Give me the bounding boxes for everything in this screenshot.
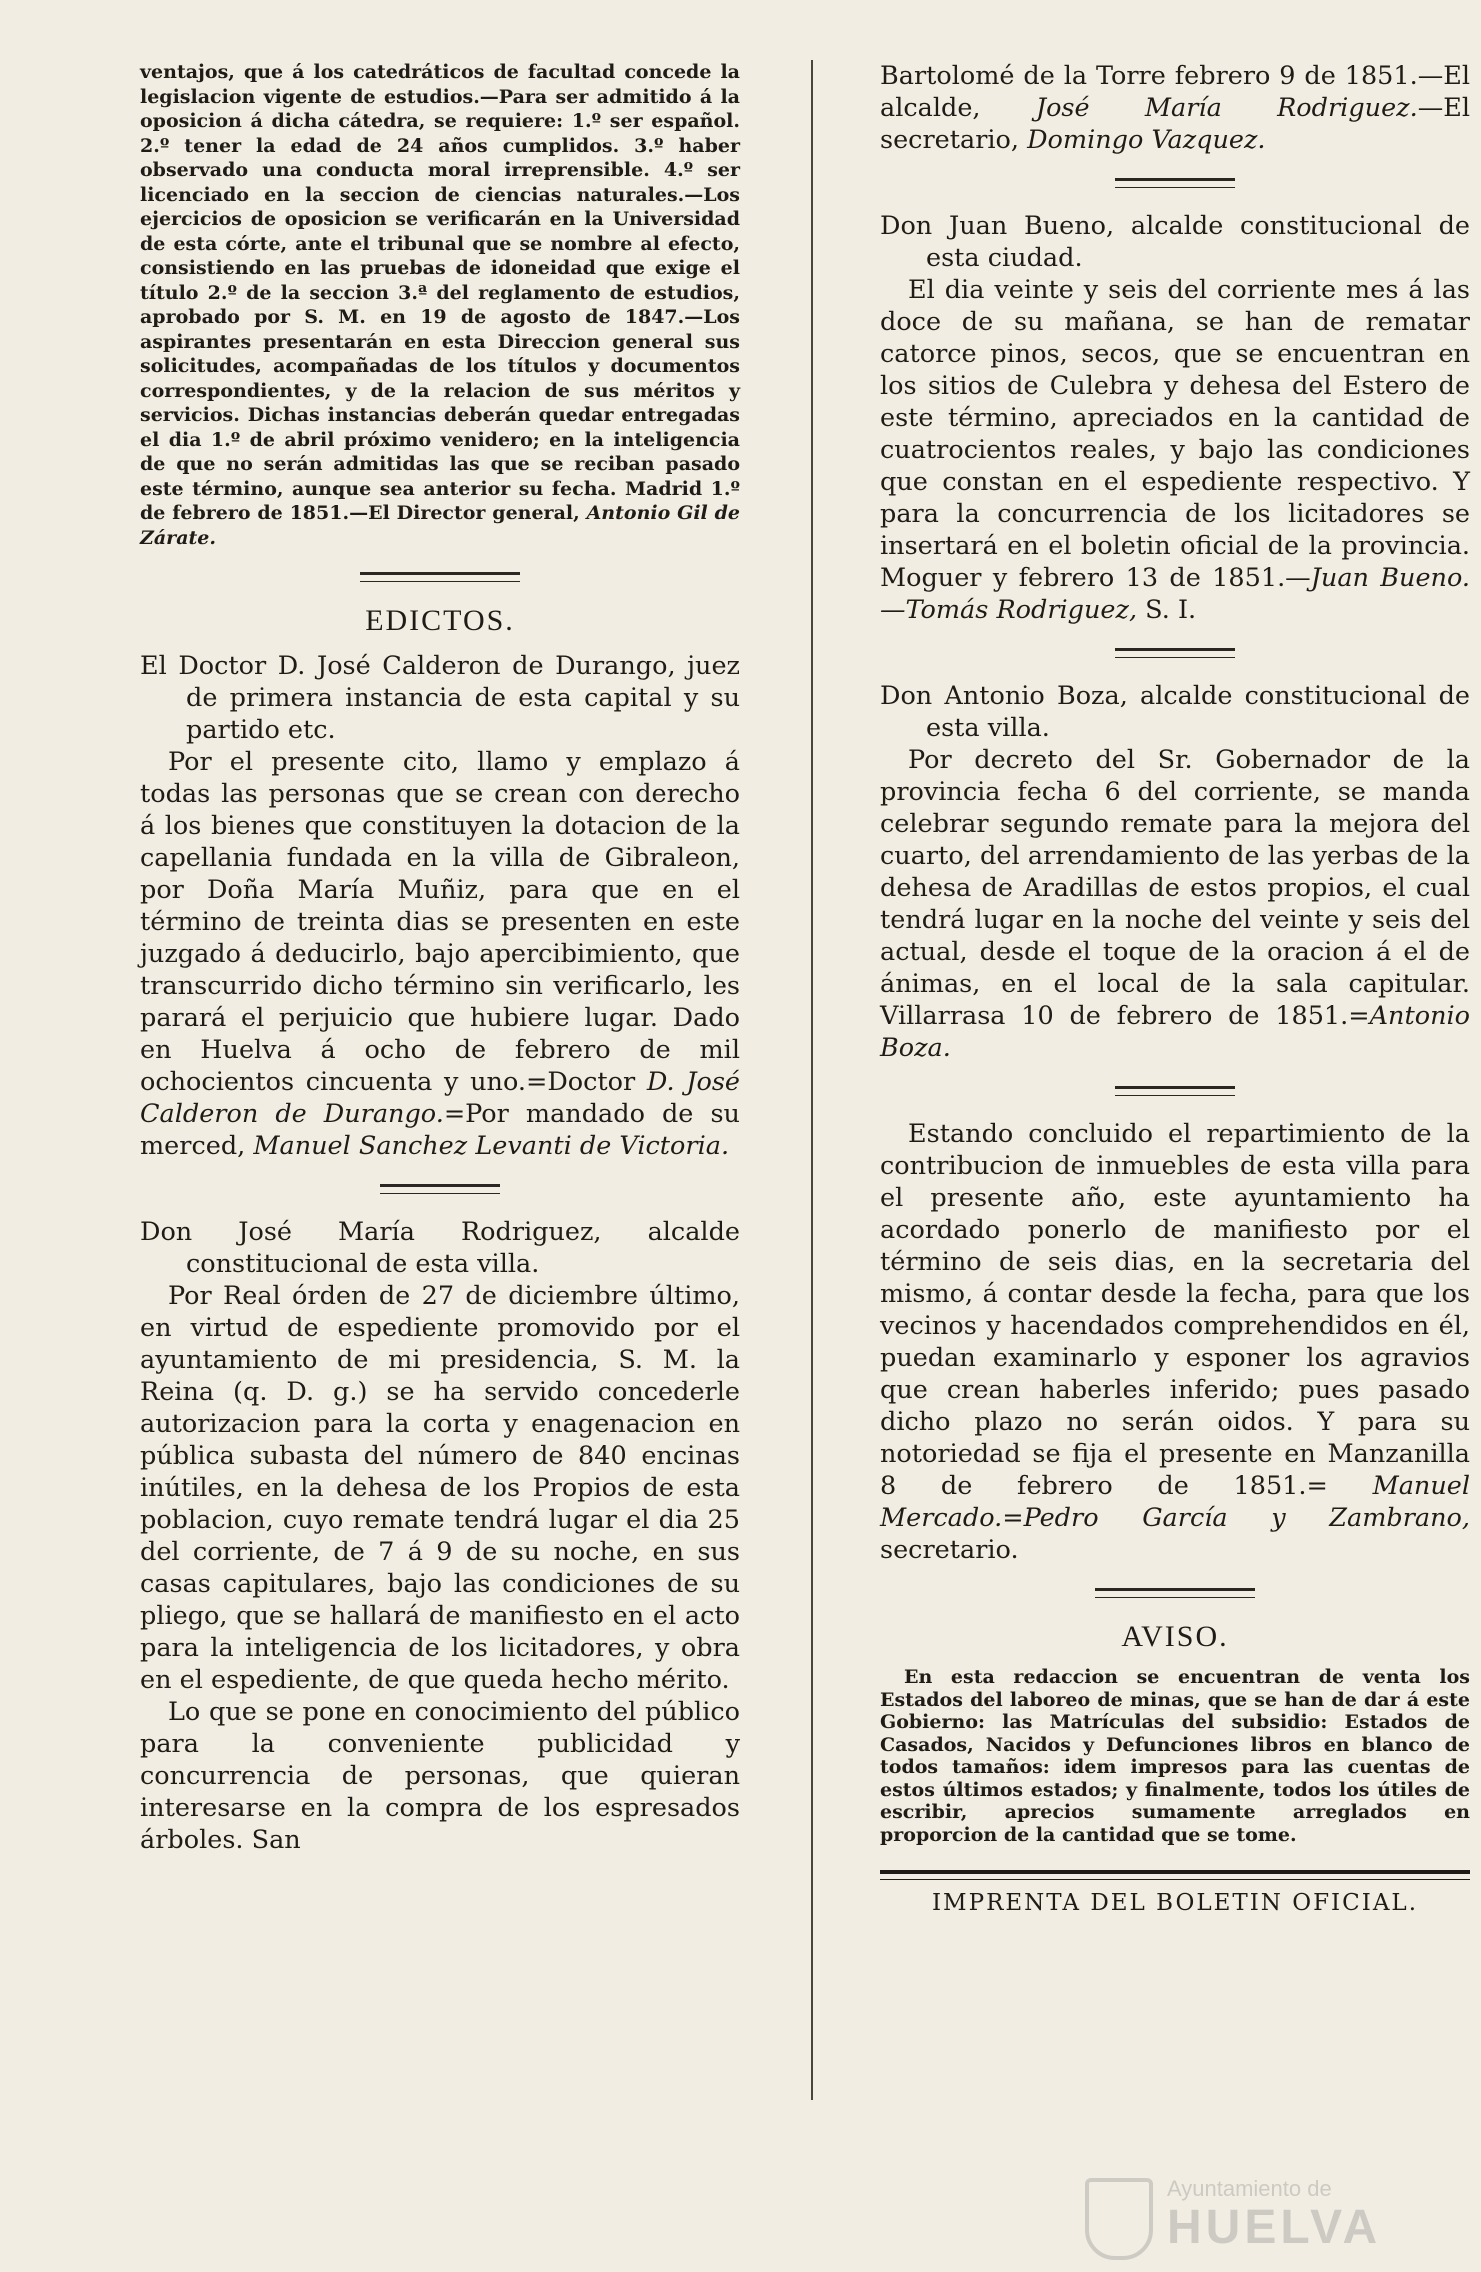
edictos-heading: EDICTOS. (365, 604, 515, 637)
edicto-2-heading: Don José María Rodriguez, alcalde constitucional de esta villa. (140, 1217, 740, 1279)
separator-rule (1115, 1086, 1235, 1096)
footer-rule (880, 1870, 1470, 1880)
separator-rule (380, 1184, 500, 1194)
separator-rule (360, 572, 520, 582)
watermark-line-1: Ayuntamiento de (1167, 2176, 1332, 2201)
separator-rule (1115, 648, 1235, 658)
printer-imprint: IMPRENTA DEL BOLETIN OFICIAL. (931, 1890, 1419, 1916)
edicto-2-signature-secretary: Domingo Vazquez. (1027, 125, 1266, 155)
separator-rule (1095, 1588, 1255, 1598)
edicto-1-signature-clerk: Manuel Sanchez Levanti de Victoria. (253, 1131, 730, 1161)
intro-signature: Antonio Gil de Zárate. (140, 502, 740, 549)
edicto-2-paragraph-2: Lo que se pone en conocimiento del público para la conveniente publicidad y concurrencia de personas, que quieran interesarse en la compra de los espresados árboles. San (140, 1697, 740, 1855)
intro-notice: ventajos, que á los catedráticos de facultad concede la legislacion vigente de estudios.—Para ser admitido á la oposicion á dicha cátedra, se requiere: 1.º ser español. 2.º tener la edad de 24 años cumplidos. 3.º haber observado una conducta moral irreprensible. 4.º ser licenciado en la seccion de ciencias naturales.—Los ejercicios de oposicion se verificarán en la Universidad de esta córte, ante el tribunal que se nombre al efecto, consistiendo en las pruebas de idoneidad que exige el título 2.º de la seccion 3.ª del reglamento de estudios, aprobado por S. M. en 19 de agosto de 1847.—Los aspirantes presentarán en esta Direccion general sus solicitudes, acompañadas de los títulos y documentos correspondientes, y de la relacion de sus méritos y servicios. Dichas instancias deberán quedar entregadas el dia 1.º de abril próximo venidero; en la inteligencia de que no serán admitidas las que se reciban pasado este término, aunque sea anterior su fecha. Madrid 1.º de febrero de 1851.—El Director general, Antonio Gil de Zárate. (140, 61, 740, 549)
edicto-4-signature: Antonio Boza. (880, 1001, 1470, 1063)
left-column (140, 60, 740, 1856)
aviso-body: En esta redaccion se encuentran de venta los Estados del laboreo de minas, que se han de dar á este Gobierno: las Matrículas del subsidio: Estados de Casados, Nacidos y Defunciones libros en blanco de todos tamaños: idem impresos para las cuentas de estos últimos estados; y finalmente, todos los útiles de escribir, aprecios sumamente arreglados en proporcion de la cantidad que se tome. (880, 1666, 1470, 1846)
edicto-5-body: Estando concluido el repartimiento de la contribucion de inmuebles de esta villa para el presente año, este ayuntamiento ha acordado ponerlo de manifiesto por el término de seis dias, en la secretaria del mismo, á contar desde la fecha, para que los vecinos y hacendados comprehendidos en él, puedan examinarlo y esponer los agravios que crean haberles inferido; pues pasado dicho plazo no serán oidos. Y para su notoriedad se fija el presente en Manzanilla 8 de febrero de 1851.= Manuel Mercado.=Pedro García y Zambrano, secretario. (880, 1119, 1470, 1565)
edicto-3-heading: Don Juan Bueno, alcalde constitucional de esta ciudad. (880, 211, 1470, 273)
edicto-3-body: El dia veinte y seis del corriente mes á las doce de su mañana, se han de rematar catorce pinos, secos, que se encuentran en los sitios de Culebra y dehesa del Estero de este término, apreciados en la cantidad de cuatrocientos reales, y bajo las condiciones que constan en el espediente respectivo. Y para la concurrencia de los licitadores se insertará en el boletin oficial de la provincia. Moguer y febrero 13 de 1851.—Juan Bueno.—Tomás Rodriguez, S. I. (880, 275, 1470, 625)
edicto-2-signature-mayor: José María Rodriguez. (1035, 93, 1418, 123)
coat-of-arms-icon (1085, 2178, 1153, 2260)
edicto-3-signature: Juan Bueno.—Tomás Rodriguez, (880, 563, 1470, 625)
right-column (880, 60, 1470, 1916)
watermark-line-2: HUELVA (1167, 2201, 1382, 2254)
separator-rule (1115, 178, 1235, 188)
edicto-4-body: Por decreto del Sr. Gobernador de la provincia fecha 6 del corriente, se manda celebrar segundo remate para la mejora del cuarto, del arrendamiento de las yerbas de la dehesa de Aradillas de estos propios, el cual tendrá lugar en la noche del veinte y seis del actual, desde el toque de la oracion á el de ánimas, en el local de la sala capitular. Villarrasa 10 de febrero de 1851.=Antonio Boza. (880, 745, 1470, 1063)
edicto-1-heading: El Doctor D. José Calderon de Durango, juez de primera instancia de esta capital y su partido etc. (140, 651, 740, 745)
edicto-2-paragraph-1: Por Real órden de 27 de diciembre último, en virtud de espediente promovido por el ayuntamiento de mi presidencia, S. M. la Reina (q. D. g.) se ha servido concederle autorizacion para la corta y enagenacion en pública subasta del número de 840 encinas inútiles, en la dehesa de los Propios de esta poblacion, cuyo remate tendrá lugar el dia 25 del corriente, de 7 á 9 de su noche, en sus casas capitulares, bajo las condiciones de su pliego, que se hallará de manifiesto en el acto para la inteligencia de los licitadores, y obra en el espediente, de que queda hecho mérito. (140, 1281, 740, 1695)
edicto-1-signature-judge: D. José Calderon de Durango. (140, 1067, 741, 1129)
edicto-1-body: Por el presente cito, llamo y emplazo á todas las personas que se crean con derecho á los bienes que constituyen la dotacion de la capellania fundada en la villa de Gibraleon, por Doña María Muñiz, para que en el término de treinta dias se presenten en este juzgado á deducirlo, bajo apercibimiento, que transcurrido dicho término sin verificarlo, les parará el perjuicio que hubiere lugar. Dado en Huelva á ocho de febrero de mil ochocientos cincuenta y uno.=Doctor D. José Calderon de Durango.=Por mandado de su merced, Manuel Sanchez Levanti de Victoria. (140, 747, 741, 1161)
column-divider (811, 60, 813, 2100)
edicto-2-continuation: Bartolomé de la Torre febrero 9 de 1851.—El alcalde, José María Rodriguez.—El secretario, Domingo Vazquez. (880, 61, 1470, 155)
edicto-4-heading: Don Antonio Boza, alcalde constitucional de esta villa. (880, 681, 1470, 743)
aviso-heading: AVISO. (1121, 1620, 1229, 1653)
edicto-5-signature: Manuel Mercado.=Pedro García y Zambrano, (880, 1471, 1470, 1533)
archive-watermark (1085, 2170, 1445, 2260)
